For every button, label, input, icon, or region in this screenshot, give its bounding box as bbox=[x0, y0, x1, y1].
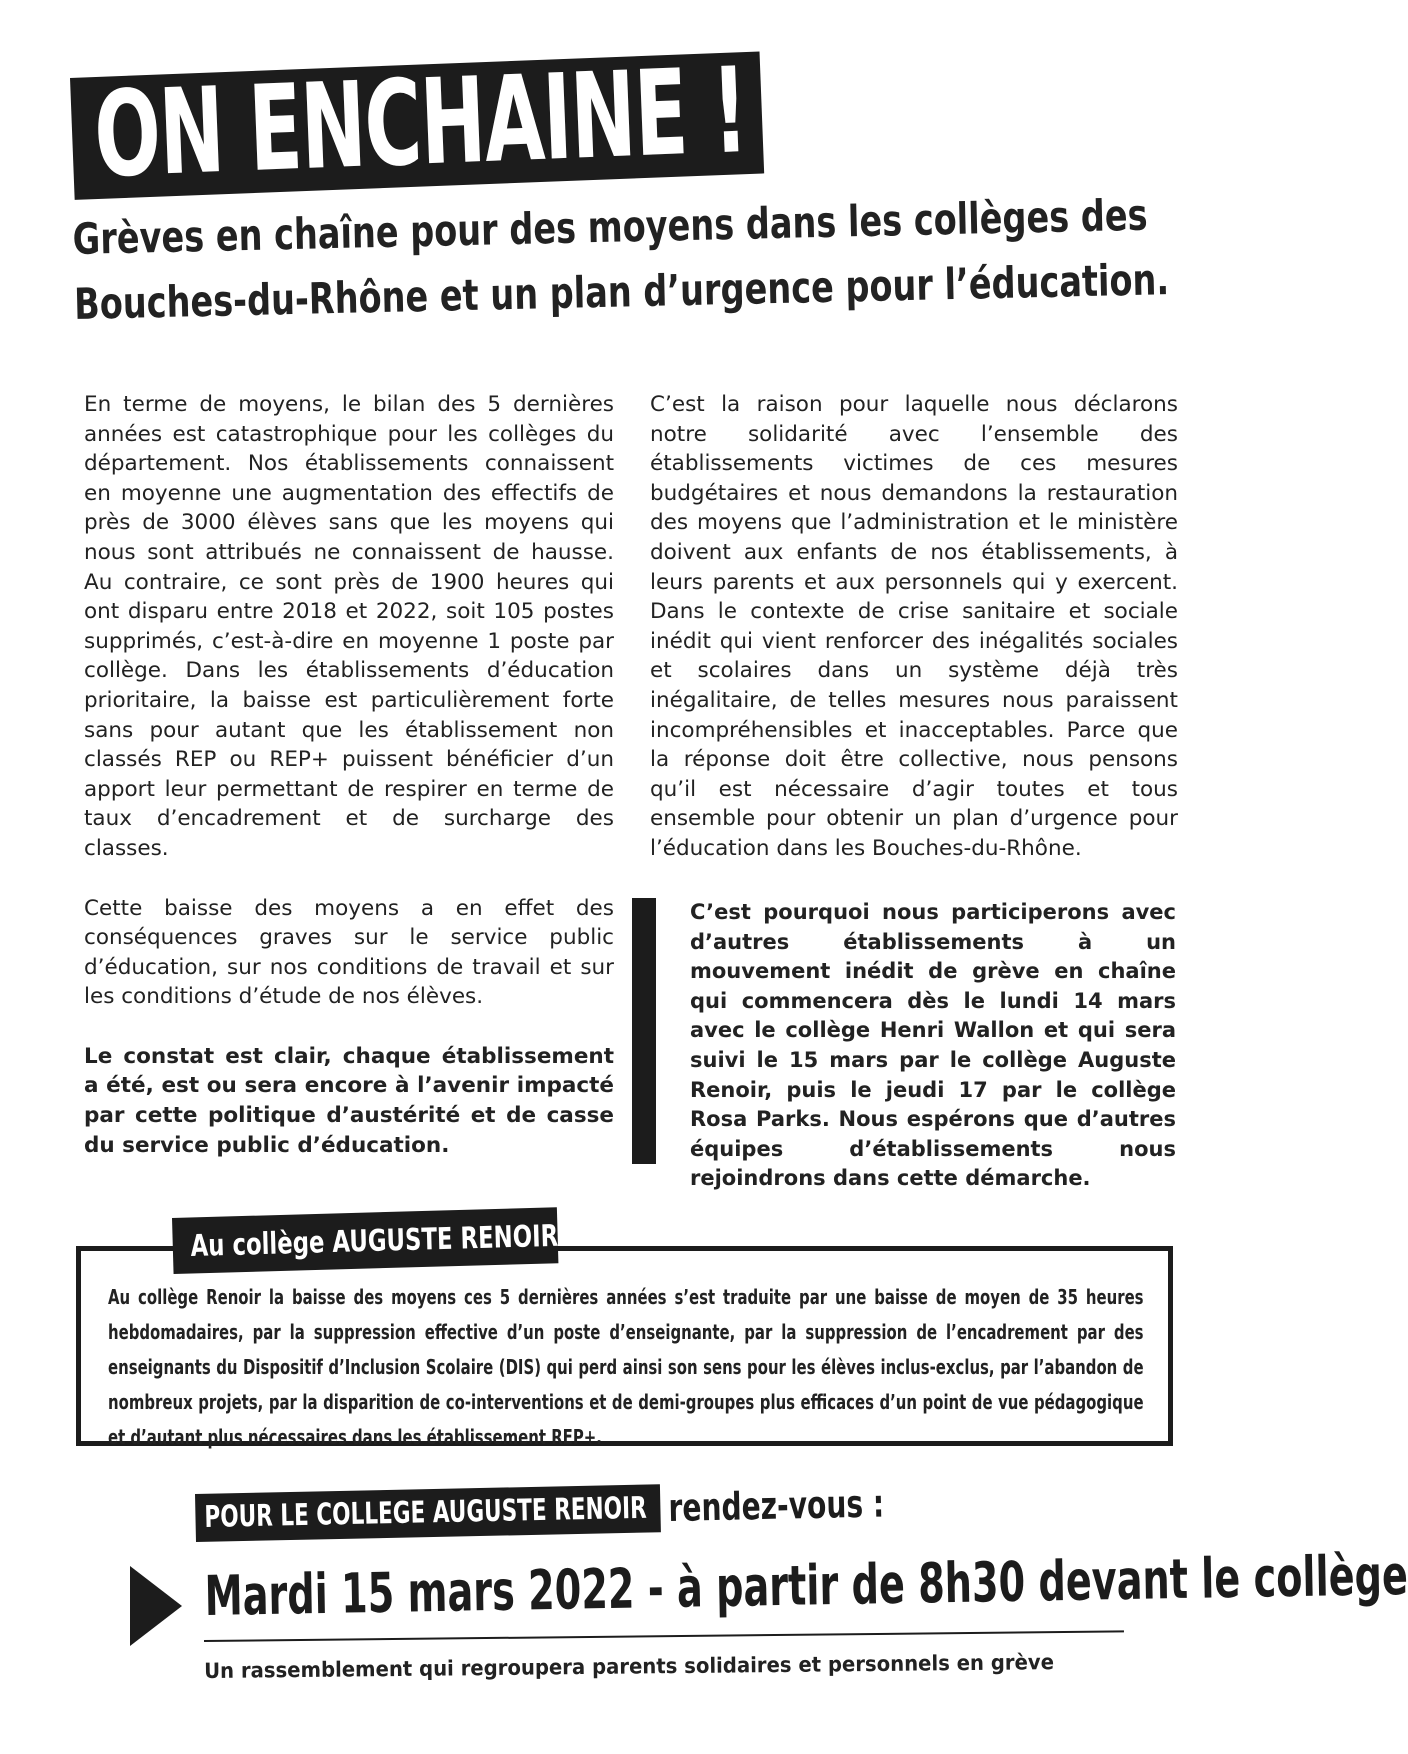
rendezvous-tag-label: POUR LE COLLEGE AUGUSTE RENOIR bbox=[204, 1490, 648, 1535]
rendezvous-suffix: rendez-vous : bbox=[668, 1481, 885, 1530]
left-paragraph-3: Le constat est clair, chaque établissement a été, est ou sera encore à l’avenir impacté par cette politique d’austérité et de casse du service public d’éducation. bbox=[84, 1043, 614, 1158]
renoir-box-tab-label: Au collège AUGUSTE RENOIR bbox=[190, 1218, 559, 1264]
subtitle-line-2: Bouches-du-Rhône et un plan d’urgence pour l’éducation. bbox=[73, 255, 1170, 330]
left-paragraph-2: Cette baisse des moyens a en effet des conséquences graves sur le service public d’éducation, sur nos conditions de travail et sur les conditions d’étude de nos élèves. bbox=[84, 895, 614, 1010]
subtitle-line-1: Grèves en chaîne pour des moyens dans les collèges des bbox=[72, 190, 1149, 265]
page-title: ON ENCHAINE ! bbox=[91, 40, 749, 204]
event-footer: Un rassemblement qui regroupera parents solidaires et personnels en grève bbox=[204, 1650, 1055, 1683]
event-date: Mardi 15 mars 2022 - à partir de 8h30 devant le collège bbox=[204, 1542, 1408, 1628]
right-column bbox=[650, 390, 1178, 894]
left-paragraph-1: En terme de moyens, le bilan des 5 dernières années est catastrophique pour les collèges du département. Nos établissements connaissent en moyenne une augmentation des effectifs de près de 3000 élèves sans que les moyens qui nous sont attribués ne connaissent de hausse. Au contraire, ce sont près de 1900 heures qui ont disparu entre 2018 et 2022, soit 105 postes supprimés, c’est-à-dire en moyenne 1 poste par collège. Dans les établissements d’éducation prioritaire, la baisse est particulièrement forte sans pour autant que les établissement non classés REP ou REP+ puissent bénéficier d’un apport leur permettant de respirer en terme de taux d’encadrement et de surcharge des classes. bbox=[84, 392, 614, 861]
arrow-right-icon bbox=[130, 1566, 182, 1646]
callout-text: C’est pourquoi nous participerons avec d’autres établissements à un mouvement inédit de grève en chaîne qui commencera dès le lundi 14 mars avec le collège Henri Wallon et qui sera suivi le 15 mars par le collège Auguste Renoir, puis le jeudi 17 par le collège Rosa Parks. Nous espérons que d’autres équipes d’établissements nous rejoindrons dans cette démarche. bbox=[690, 900, 1176, 1191]
subtitle bbox=[72, 188, 1170, 338]
callout-bar bbox=[632, 898, 656, 1164]
left-column bbox=[84, 390, 614, 1190]
divider bbox=[204, 1630, 1124, 1642]
renoir-box-text: Au collège Renoir la baisse des moyens ces 5 dernières années s’est traduite par une baisse de moyen de 35 heures hebdomadaires, par la suppression effective d’un poste d’enseignante, par la suppression de l’encadrement par des enseignants du Dispositif d’Inclusion Scolaire (DIS) qui perd ainsi son sens pour les élèves inclus-exclus, par l’abandon de nombreux projets, par la disparition de co-interventions et de demi-groupes plus efficaces d’un point de vue pédagogique et d’autant plus nécessaires dans les établissement REP+. bbox=[108, 1285, 1144, 1449]
right-paragraph-1: C’est la raison pour laquelle nous déclarons notre solidarité avec l’ensemble des établissements victimes de ces mesures budgétaires et nous demandons la restauration des moyens que l’administration et le ministère doivent aux enfants de nos établissements, à leurs parents et aux personnels qui y exercent. Dans le contexte de crise sanitaire et sociale inédit qui vient renforcer des inégalités sociales et scolaires dans un système déjà très inégalitaire, de telles mesures nous paraissent incompréhensibles et inacceptables. Parce que la réponse doit être collective, nous pensons qu’il est nécessaire d’agir toutes et tous ensemble pour obtenir un plan d’urgence pour l’éducation dans les Bouches-du-Rhône. bbox=[650, 392, 1178, 861]
callout bbox=[656, 898, 1176, 1194]
